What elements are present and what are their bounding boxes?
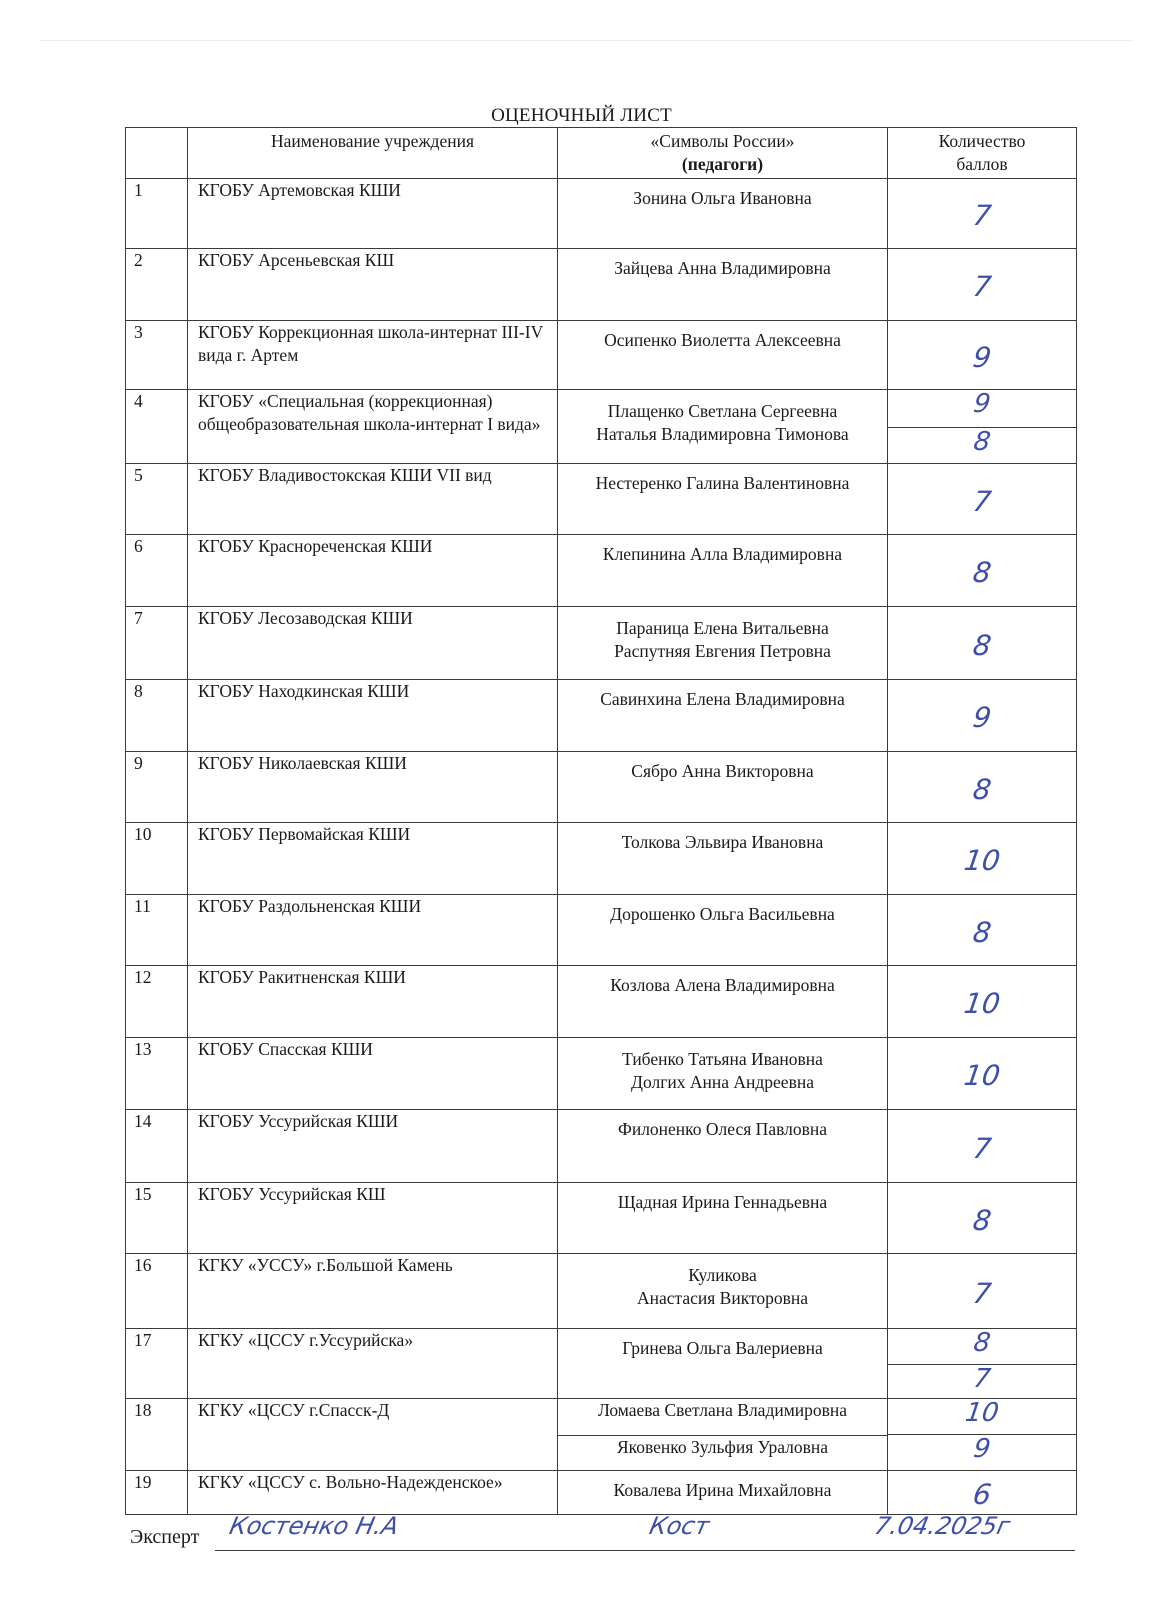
table-row bbox=[126, 1110, 1077, 1183]
row-number: 11 bbox=[126, 895, 188, 966]
expert-signature-handwritten: Кост bbox=[647, 1512, 712, 1540]
row-number: 17 bbox=[126, 1329, 188, 1399]
table-row bbox=[126, 823, 1077, 895]
handwritten-score: 8 bbox=[970, 916, 994, 950]
table-row bbox=[126, 464, 1077, 535]
institution-name: КГКУ «ЦССУ г.Спасск-Д bbox=[188, 1399, 558, 1471]
table-row bbox=[126, 249, 1077, 321]
pedagogue-names bbox=[558, 179, 888, 249]
page-title: ОЦЕНОЧНЫЙ ЛИСТ bbox=[491, 105, 672, 126]
pedagogue-name: Щадная Ирина Геннадьевна bbox=[617, 1192, 828, 1213]
table-row bbox=[126, 1254, 1077, 1329]
table-row bbox=[126, 321, 1077, 390]
row-number: 3 bbox=[126, 321, 188, 390]
expert-date-handwritten: 7.04.2025г bbox=[872, 1512, 1013, 1540]
score-cell bbox=[888, 249, 1077, 321]
institution-name: КГОБУ Первомайская КШИ bbox=[188, 823, 558, 895]
table-row bbox=[126, 1329, 1077, 1399]
row-number: 4 bbox=[126, 390, 188, 464]
pedagogue-name: Толкова Эльвира Ивановна bbox=[621, 832, 824, 853]
pedagogue-names bbox=[558, 680, 888, 752]
table-row bbox=[126, 1471, 1077, 1515]
score-cell bbox=[888, 1183, 1077, 1254]
pedagogue-names bbox=[558, 1329, 888, 1399]
handwritten-score: 7 bbox=[970, 199, 994, 233]
institution-name: КГОБУ Краснореченская КШИ bbox=[188, 535, 558, 607]
pedagogue-name: Ломаева Светлана Владимировна bbox=[597, 1400, 848, 1421]
pedagogue-name: Зонина Ольга Ивановна bbox=[633, 188, 812, 209]
institution-name: КГОБУ Спасская КШИ bbox=[188, 1038, 558, 1110]
handwritten-score: 7 bbox=[970, 485, 994, 519]
handwritten-score: 8 bbox=[971, 1328, 993, 1359]
handwritten-score: 7 bbox=[970, 270, 994, 304]
pedagogue-name: Сябро Анна Викторовна bbox=[631, 761, 814, 782]
handwritten-score: 8 bbox=[970, 629, 994, 663]
score-cell bbox=[888, 895, 1077, 966]
pedagogue-name: Клепинина Алла Владимировна bbox=[602, 544, 843, 565]
pedagogue-names bbox=[558, 535, 888, 607]
pedagogue-name: Зайцева Анна Владимировна bbox=[614, 258, 831, 279]
expert-footer bbox=[130, 1512, 1075, 1560]
score-cell bbox=[888, 680, 1077, 752]
handwritten-score: 9 bbox=[971, 389, 993, 420]
institution-name: КГОБУ Николаевская КШИ bbox=[188, 752, 558, 823]
pedagogue-name: Савинхина Елена Владимировна bbox=[600, 689, 845, 710]
pedagogue-names bbox=[558, 1183, 888, 1254]
pedagogue-names bbox=[558, 895, 888, 966]
pedagogue-name: Тибенко Татьяна Ивановна bbox=[622, 1049, 823, 1070]
score-cell bbox=[888, 1110, 1077, 1183]
pedagogue-names bbox=[558, 1471, 888, 1515]
pedagogue-name: Ковалева Ирина Михайловна bbox=[613, 1480, 832, 1501]
row-number: 6 bbox=[126, 535, 188, 607]
table-row bbox=[126, 179, 1077, 249]
pedagogue-names bbox=[558, 752, 888, 823]
institution-name: КГОБУ Уссурийская КШИ bbox=[188, 1110, 558, 1183]
pedagogue-name: Нестеренко Галина Валентиновна bbox=[595, 473, 850, 494]
pedagogue-name: Куликова bbox=[688, 1265, 757, 1286]
institution-name: КГОБУ Арсеньевская КШ bbox=[188, 249, 558, 321]
institution-name: КГОБУ Уссурийская КШ bbox=[188, 1183, 558, 1254]
pedagogue-name: Филоненко Олеся Павловна bbox=[618, 1119, 827, 1140]
institution-name: КГОБУ Находкинская КШИ bbox=[188, 680, 558, 752]
institution-name: КГКУ «ЦССУ г.Уссурийска» bbox=[188, 1329, 558, 1399]
row-number: 15 bbox=[126, 1183, 188, 1254]
header-ped-line2: (педагоги) bbox=[681, 154, 764, 175]
pedagogue-names bbox=[558, 1038, 888, 1110]
score-cell bbox=[888, 321, 1077, 390]
row-number: 13 bbox=[126, 1038, 188, 1110]
pedagogue-names bbox=[558, 1110, 888, 1183]
expert-label: Эксперт bbox=[130, 1526, 200, 1548]
table-row bbox=[126, 752, 1077, 823]
pedagogue-names bbox=[558, 321, 888, 390]
handwritten-score: 10 bbox=[963, 1398, 1001, 1429]
pedagogue-names bbox=[558, 249, 888, 321]
evaluation-table bbox=[125, 127, 1077, 1515]
pedagogue-name: Параница Елена Витальевна bbox=[616, 618, 829, 639]
institution-name: КГОБУ Раздольненская КШИ bbox=[188, 895, 558, 966]
score-cell bbox=[888, 535, 1077, 607]
table-row bbox=[126, 390, 1077, 464]
table-row bbox=[126, 1183, 1077, 1254]
score-cell bbox=[888, 1254, 1077, 1329]
row-number: 7 bbox=[126, 607, 188, 680]
header-score: Количество баллов bbox=[888, 128, 1077, 179]
pedagogue-names bbox=[558, 607, 888, 680]
institution-name: КГКУ «ЦССУ с. Вольно-Надежденское» bbox=[188, 1471, 558, 1515]
score-cell bbox=[888, 1329, 1077, 1399]
score-cell bbox=[888, 179, 1077, 249]
score-cell bbox=[888, 1399, 1077, 1471]
pedagogue-names bbox=[558, 1254, 888, 1329]
table-row bbox=[126, 680, 1077, 752]
table-body bbox=[126, 179, 1077, 1515]
institution-name: КГОБУ Владивостокская КШИ VII вид bbox=[188, 464, 558, 535]
pedagogue-name: Дорошенко Ольга Васильевна bbox=[610, 904, 835, 925]
score-cell bbox=[888, 464, 1077, 535]
table-row bbox=[126, 895, 1077, 966]
pedagogue-names bbox=[558, 1399, 888, 1471]
pedagogue-names bbox=[558, 390, 888, 464]
score-cell bbox=[888, 607, 1077, 680]
handwritten-score: 10 bbox=[961, 987, 1003, 1021]
pedagogue-name: Анастасия Викторовна bbox=[636, 1288, 809, 1309]
pedagogue-name: Яковенко Зульфия Ураловна bbox=[616, 1437, 829, 1458]
row-number: 18 bbox=[126, 1399, 188, 1471]
handwritten-score: 6 bbox=[970, 1478, 994, 1512]
row-number: 2 bbox=[126, 249, 188, 321]
expert-name-handwritten: Костенко Н.А bbox=[227, 1512, 402, 1540]
row-number: 16 bbox=[126, 1254, 188, 1329]
handwritten-score: 9 bbox=[970, 701, 994, 735]
header-pedagogues bbox=[558, 128, 888, 179]
institution-name: КГОБУ «Специальная (коррекционная) общеобразовательная школа-интернат I вида» bbox=[188, 390, 558, 464]
pedagogue-names bbox=[558, 464, 888, 535]
row-number: 10 bbox=[126, 823, 188, 895]
handwritten-score: 7 bbox=[970, 1132, 994, 1166]
row-number: 5 bbox=[126, 464, 188, 535]
table-row bbox=[126, 535, 1077, 607]
handwritten-score: 10 bbox=[961, 844, 1003, 878]
pedagogue-name: Плащенко Светлана Сергеевна bbox=[607, 401, 838, 422]
institution-name: КГОБУ Артемовская КШИ bbox=[188, 179, 558, 249]
institution-name: КГОБУ Лесозаводская КШИ bbox=[188, 607, 558, 680]
score-cell bbox=[888, 1471, 1077, 1515]
score-cell bbox=[888, 823, 1077, 895]
pedagogue-name: Козлова Алена Владимировна bbox=[610, 975, 835, 996]
table-row bbox=[126, 1038, 1077, 1110]
pedagogue-names bbox=[558, 823, 888, 895]
institution-name: КГКУ «УССУ» г.Большой Камень bbox=[188, 1254, 558, 1329]
pedagogue-names bbox=[558, 966, 888, 1038]
handwritten-score: 9 bbox=[970, 341, 994, 375]
pedagogue-name: Гринева Ольга Валериевна bbox=[622, 1338, 823, 1359]
row-number: 8 bbox=[126, 680, 188, 752]
pedagogue-name: Долгих Анна Андреевна bbox=[631, 1072, 814, 1093]
header-ped-line1: «Символы России» bbox=[650, 131, 795, 151]
score-cell bbox=[888, 1038, 1077, 1110]
pedagogue-name: Распутняя Евгения Петровна bbox=[614, 641, 831, 662]
row-number: 19 bbox=[126, 1471, 188, 1515]
pedagogue-name: Осипенко Виолетта Алексеевна bbox=[604, 330, 841, 351]
expert-signature-line bbox=[215, 1550, 1075, 1551]
handwritten-score: 7 bbox=[970, 1277, 994, 1311]
handwritten-score: 8 bbox=[970, 1204, 994, 1238]
row-number: 1 bbox=[126, 179, 188, 249]
header-row bbox=[126, 128, 1077, 179]
table-row bbox=[126, 607, 1077, 680]
table-row bbox=[126, 1399, 1077, 1471]
score-cell bbox=[888, 390, 1077, 464]
institution-name: КГОБУ Коррекционная школа-интернат III-IV вида г. Артем bbox=[188, 321, 558, 390]
institution-name: КГОБУ Ракитненская КШИ bbox=[188, 966, 558, 1038]
table-row bbox=[126, 966, 1077, 1038]
score-cell bbox=[888, 966, 1077, 1038]
scan-edge-line bbox=[40, 40, 1133, 41]
score-cell bbox=[888, 752, 1077, 823]
handwritten-score: 8 bbox=[970, 556, 994, 590]
handwritten-score: 8 bbox=[971, 427, 993, 458]
row-number: 9 bbox=[126, 752, 188, 823]
handwritten-score: 7 bbox=[971, 1364, 993, 1395]
row-number: 14 bbox=[126, 1110, 188, 1183]
pedagogue-name: Наталья Владимировна Тимонова bbox=[596, 424, 849, 445]
header-org: Наименование учреждения bbox=[188, 128, 558, 179]
handwritten-score: 9 bbox=[971, 1434, 993, 1465]
row-number: 12 bbox=[126, 966, 188, 1038]
handwritten-score: 8 bbox=[970, 773, 994, 807]
header-num bbox=[126, 128, 188, 179]
handwritten-score: 10 bbox=[961, 1059, 1003, 1093]
